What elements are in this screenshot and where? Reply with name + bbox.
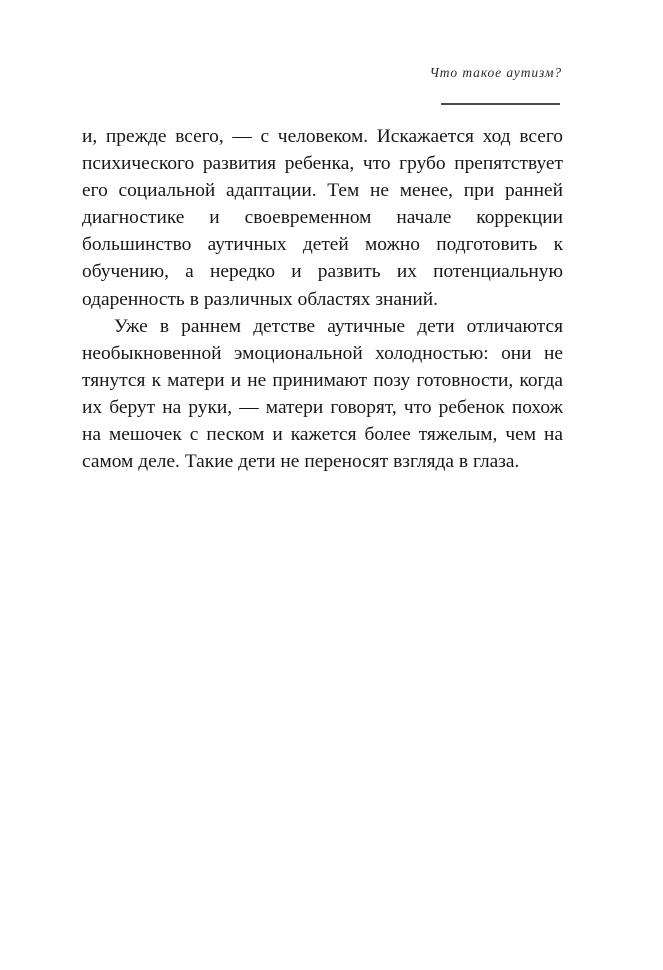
body-text-column	[82, 123, 563, 475]
running-head	[82, 64, 562, 82]
running-head-title: Что такое аутизм?	[429, 65, 562, 80]
body-paragraph-2: Уже в раннем детстве аутичные дети отличаются необыкновенной эмоциональной холодностью: они не тянутся к матери и не принимают позу готовности, когда их берут на руки, — матери говорят, что ребенок похож на мешочек с песком и кажется более тяжелым, чем на самом деле. Такие дети не переносят взгляда в глаза.	[82, 315, 563, 473]
header-divider-rule	[441, 103, 560, 105]
body-paragraph-1: и, прежде всего, — с человеком. Искажается ход всего психического развития ребенка, что грубо препятствует его социальной адаптации. Тем не менее, при ранней диагностике и своевременном начале коррекции большинство аутичных детей можно подготовить к обучению, а нередко и развить их потенциальную одаренность в различных областях знаний.	[82, 126, 563, 310]
